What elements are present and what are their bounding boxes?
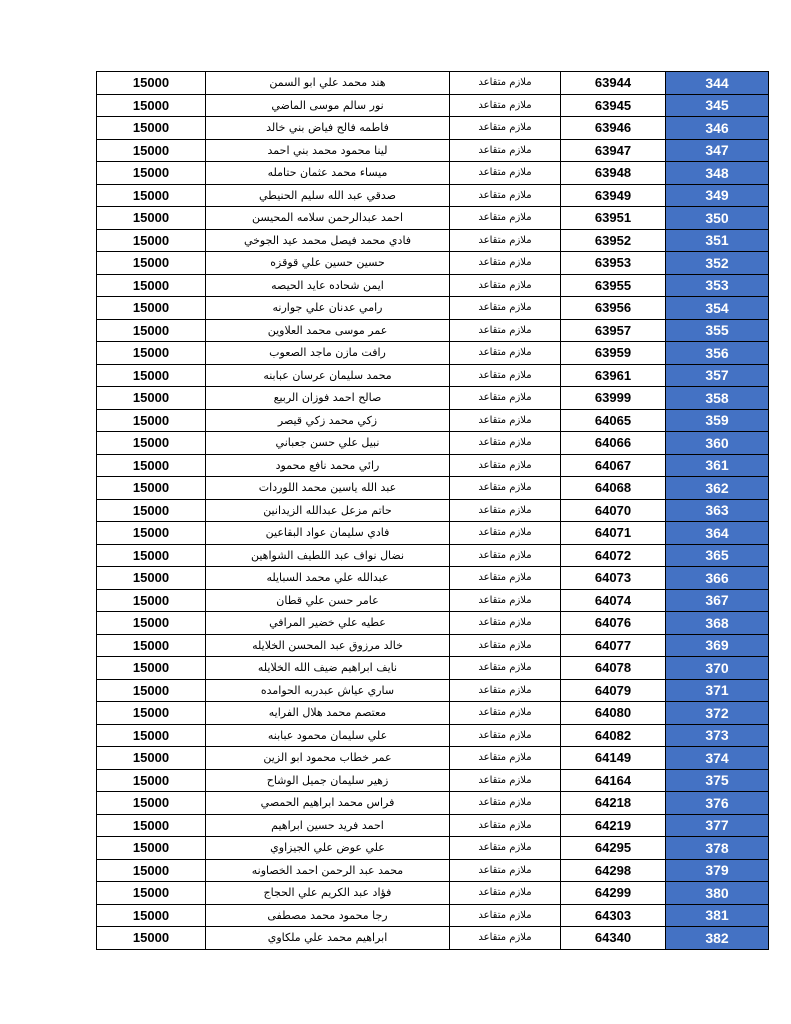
number-cell: 64149 xyxy=(561,747,666,770)
amount-cell: 15000 xyxy=(97,589,206,612)
number-cell: 63953 xyxy=(561,252,666,275)
amount-cell: 15000 xyxy=(97,702,206,725)
table-row xyxy=(97,432,769,455)
table-row xyxy=(97,814,769,837)
number-cell: 64298 xyxy=(561,859,666,882)
amount-cell: 15000 xyxy=(97,859,206,882)
number-cell: 63947 xyxy=(561,139,666,162)
number-cell: 63946 xyxy=(561,117,666,140)
amount-cell: 15000 xyxy=(97,567,206,590)
rank-cell: ملازم متقاعد xyxy=(450,679,561,702)
rank-cell: ملازم متقاعد xyxy=(450,454,561,477)
rank-cell: ملازم متقاعد xyxy=(450,319,561,342)
name-cell: صالح احمد فوزان الربيع xyxy=(206,387,450,410)
amount-cell: 15000 xyxy=(97,162,206,185)
table-row xyxy=(97,274,769,297)
sequence-cell: 368 xyxy=(666,612,769,635)
number-cell: 64065 xyxy=(561,409,666,432)
amount-cell: 15000 xyxy=(97,814,206,837)
rank-cell: ملازم متقاعد xyxy=(450,252,561,275)
number-cell: 64303 xyxy=(561,904,666,927)
name-cell: عبدالله علي محمد السبايله xyxy=(206,567,450,590)
table-row xyxy=(97,319,769,342)
sequence-cell: 358 xyxy=(666,387,769,410)
name-cell: فراس محمد ابراهيم الحمصي xyxy=(206,792,450,815)
table-row xyxy=(97,702,769,725)
amount-cell: 15000 xyxy=(97,184,206,207)
rank-cell: ملازم متقاعد xyxy=(450,904,561,927)
number-cell: 64299 xyxy=(561,882,666,905)
name-cell: رجا محمود محمد مصطفى xyxy=(206,904,450,927)
name-cell: زهير سليمان جميل الوشاح xyxy=(206,769,450,792)
sequence-cell: 363 xyxy=(666,499,769,522)
number-cell: 63955 xyxy=(561,274,666,297)
amount-cell: 15000 xyxy=(97,477,206,500)
sequence-cell: 361 xyxy=(666,454,769,477)
rank-cell: ملازم متقاعد xyxy=(450,94,561,117)
number-cell: 63951 xyxy=(561,207,666,230)
table-row xyxy=(97,634,769,657)
rank-cell: ملازم متقاعد xyxy=(450,499,561,522)
amount-cell: 15000 xyxy=(97,72,206,95)
table-row xyxy=(97,927,769,950)
rank-cell: ملازم متقاعد xyxy=(450,522,561,545)
rank-cell: ملازم متقاعد xyxy=(450,837,561,860)
rank-cell: ملازم متقاعد xyxy=(450,657,561,680)
table-row xyxy=(97,477,769,500)
sequence-cell: 344 xyxy=(666,72,769,95)
rank-cell: ملازم متقاعد xyxy=(450,229,561,252)
table-body xyxy=(97,72,769,950)
name-cell: زكي محمد زكي قيصر xyxy=(206,409,450,432)
rank-cell: ملازم متقاعد xyxy=(450,139,561,162)
name-cell: نضال نواف عبد اللطيف الشواهين xyxy=(206,544,450,567)
amount-cell: 15000 xyxy=(97,252,206,275)
amount-cell: 15000 xyxy=(97,904,206,927)
rank-cell: ملازم متقاعد xyxy=(450,769,561,792)
name-cell: علي عوض علي الجيزاوي xyxy=(206,837,450,860)
table-row xyxy=(97,387,769,410)
sequence-cell: 346 xyxy=(666,117,769,140)
amount-cell: 15000 xyxy=(97,432,206,455)
sequence-cell: 366 xyxy=(666,567,769,590)
sequence-cell: 347 xyxy=(666,139,769,162)
amount-cell: 15000 xyxy=(97,207,206,230)
amount-cell: 15000 xyxy=(97,837,206,860)
name-cell: نور سالم موسى الماضي xyxy=(206,94,450,117)
pension-table xyxy=(96,71,769,950)
sequence-cell: 382 xyxy=(666,927,769,950)
rank-cell: ملازم متقاعد xyxy=(450,274,561,297)
table-row xyxy=(97,837,769,860)
rank-cell: ملازم متقاعد xyxy=(450,477,561,500)
amount-cell: 15000 xyxy=(97,882,206,905)
rank-cell: ملازم متقاعد xyxy=(450,162,561,185)
amount-cell: 15000 xyxy=(97,229,206,252)
table-row xyxy=(97,679,769,702)
table-row xyxy=(97,454,769,477)
amount-cell: 15000 xyxy=(97,409,206,432)
table-row xyxy=(97,229,769,252)
table-row xyxy=(97,162,769,185)
amount-cell: 15000 xyxy=(97,319,206,342)
table-row xyxy=(97,792,769,815)
amount-cell: 15000 xyxy=(97,274,206,297)
sequence-cell: 355 xyxy=(666,319,769,342)
name-cell: احمد فريد حسين ابراهيم xyxy=(206,814,450,837)
number-cell: 64068 xyxy=(561,477,666,500)
amount-cell: 15000 xyxy=(97,522,206,545)
rank-cell: ملازم متقاعد xyxy=(450,72,561,95)
name-cell: عبد الله ياسين محمد اللوردات xyxy=(206,477,450,500)
number-cell: 64295 xyxy=(561,837,666,860)
sequence-cell: 354 xyxy=(666,297,769,320)
name-cell: حاتم مزعل عبدالله الزيدانين xyxy=(206,499,450,522)
rank-cell: ملازم متقاعد xyxy=(450,724,561,747)
rank-cell: ملازم متقاعد xyxy=(450,544,561,567)
name-cell: فؤاد عبد الكريم علي الحجاج xyxy=(206,882,450,905)
number-cell: 64080 xyxy=(561,702,666,725)
amount-cell: 15000 xyxy=(97,297,206,320)
number-cell: 64078 xyxy=(561,657,666,680)
number-cell: 63948 xyxy=(561,162,666,185)
number-cell: 64070 xyxy=(561,499,666,522)
name-cell: رافت مازن ماجد الصعوب xyxy=(206,342,450,365)
name-cell: عطيه علي خضير المرافي xyxy=(206,612,450,635)
number-cell: 64082 xyxy=(561,724,666,747)
table-row xyxy=(97,859,769,882)
name-cell: نايف ابراهيم ضيف الله الخلايله xyxy=(206,657,450,680)
rank-cell: ملازم متقاعد xyxy=(450,612,561,635)
number-cell: 63949 xyxy=(561,184,666,207)
table-row xyxy=(97,769,769,792)
name-cell: هند محمد علي ابو السمن xyxy=(206,72,450,95)
sequence-cell: 350 xyxy=(666,207,769,230)
table-row xyxy=(97,342,769,365)
number-cell: 64340 xyxy=(561,927,666,950)
number-cell: 64066 xyxy=(561,432,666,455)
amount-cell: 15000 xyxy=(97,94,206,117)
amount-cell: 15000 xyxy=(97,927,206,950)
sequence-cell: 378 xyxy=(666,837,769,860)
sequence-cell: 374 xyxy=(666,747,769,770)
table-row xyxy=(97,364,769,387)
name-cell: عمر خطاب محمود ابو الزين xyxy=(206,747,450,770)
sequence-cell: 357 xyxy=(666,364,769,387)
table-row xyxy=(97,117,769,140)
sequence-cell: 348 xyxy=(666,162,769,185)
table-row xyxy=(97,139,769,162)
name-cell: ايمن شحاده عايد الحيصه xyxy=(206,274,450,297)
amount-cell: 15000 xyxy=(97,679,206,702)
name-cell: ابراهيم محمد علي ملكاوي xyxy=(206,927,450,950)
name-cell: خالد مرزوق عبد المحسن الخلايله xyxy=(206,634,450,657)
sequence-cell: 345 xyxy=(666,94,769,117)
rank-cell: ملازم متقاعد xyxy=(450,184,561,207)
amount-cell: 15000 xyxy=(97,342,206,365)
rank-cell: ملازم متقاعد xyxy=(450,117,561,140)
amount-cell: 15000 xyxy=(97,139,206,162)
number-cell: 63945 xyxy=(561,94,666,117)
sequence-cell: 371 xyxy=(666,679,769,702)
amount-cell: 15000 xyxy=(97,117,206,140)
name-cell: فاطمه فالح فياض بني خالد xyxy=(206,117,450,140)
table-row xyxy=(97,882,769,905)
name-cell: رائي محمد نافع محمود xyxy=(206,454,450,477)
table-row xyxy=(97,409,769,432)
sequence-cell: 364 xyxy=(666,522,769,545)
table-row xyxy=(97,207,769,230)
rank-cell: ملازم متقاعد xyxy=(450,432,561,455)
table-row xyxy=(97,724,769,747)
name-cell: فادي محمد فيصل محمد عيد الجوخي xyxy=(206,229,450,252)
number-cell: 64079 xyxy=(561,679,666,702)
amount-cell: 15000 xyxy=(97,499,206,522)
table-row xyxy=(97,747,769,770)
rank-cell: ملازم متقاعد xyxy=(450,387,561,410)
name-cell: احمد عبدالرحمن سلامه المحيسن xyxy=(206,207,450,230)
name-cell: معتصم محمد هلال الفرايه xyxy=(206,702,450,725)
sequence-cell: 370 xyxy=(666,657,769,680)
sequence-cell: 373 xyxy=(666,724,769,747)
name-cell: نبيل علي حسن جعباني xyxy=(206,432,450,455)
rank-cell: ملازم متقاعد xyxy=(450,882,561,905)
rank-cell: ملازم متقاعد xyxy=(450,859,561,882)
table-row xyxy=(97,297,769,320)
name-cell: صدقي عبد الله سليم الحنيطي xyxy=(206,184,450,207)
table-row xyxy=(97,589,769,612)
amount-cell: 15000 xyxy=(97,454,206,477)
table-row xyxy=(97,904,769,927)
number-cell: 63961 xyxy=(561,364,666,387)
amount-cell: 15000 xyxy=(97,634,206,657)
amount-cell: 15000 xyxy=(97,657,206,680)
rank-cell: ملازم متقاعد xyxy=(450,567,561,590)
table-row xyxy=(97,657,769,680)
name-cell: رامي عدنان علي جوارنه xyxy=(206,297,450,320)
number-cell: 63952 xyxy=(561,229,666,252)
name-cell: عامر حسن علي قطان xyxy=(206,589,450,612)
amount-cell: 15000 xyxy=(97,612,206,635)
number-cell: 63959 xyxy=(561,342,666,365)
rank-cell: ملازم متقاعد xyxy=(450,409,561,432)
sequence-cell: 377 xyxy=(666,814,769,837)
name-cell: ساري عياش عبدربه الحوامده xyxy=(206,679,450,702)
rank-cell: ملازم متقاعد xyxy=(450,702,561,725)
rank-cell: ملازم متقاعد xyxy=(450,589,561,612)
amount-cell: 15000 xyxy=(97,724,206,747)
sequence-cell: 367 xyxy=(666,589,769,612)
sequence-cell: 375 xyxy=(666,769,769,792)
rank-cell: ملازم متقاعد xyxy=(450,792,561,815)
amount-cell: 15000 xyxy=(97,387,206,410)
number-cell: 63957 xyxy=(561,319,666,342)
number-cell: 64219 xyxy=(561,814,666,837)
sequence-cell: 356 xyxy=(666,342,769,365)
amount-cell: 15000 xyxy=(97,747,206,770)
number-cell: 64072 xyxy=(561,544,666,567)
sequence-cell: 379 xyxy=(666,859,769,882)
number-cell: 64074 xyxy=(561,589,666,612)
sequence-cell: 352 xyxy=(666,252,769,275)
rank-cell: ملازم متقاعد xyxy=(450,814,561,837)
number-cell: 63956 xyxy=(561,297,666,320)
number-cell: 64067 xyxy=(561,454,666,477)
name-cell: علي سليمان محمود عبابنه xyxy=(206,724,450,747)
sequence-cell: 380 xyxy=(666,882,769,905)
table-row xyxy=(97,252,769,275)
amount-cell: 15000 xyxy=(97,544,206,567)
name-cell: ميساء محمد عثمان حتامله xyxy=(206,162,450,185)
name-cell: محمد عبد الرحمن احمد الخصاونه xyxy=(206,859,450,882)
table-row xyxy=(97,612,769,635)
name-cell: محمد سليمان عرسان عبابنه xyxy=(206,364,450,387)
number-cell: 64164 xyxy=(561,769,666,792)
number-cell: 63999 xyxy=(561,387,666,410)
table-row xyxy=(97,522,769,545)
name-cell: لينا محمود محمد بني احمد xyxy=(206,139,450,162)
rank-cell: ملازم متقاعد xyxy=(450,747,561,770)
sequence-cell: 381 xyxy=(666,904,769,927)
sequence-cell: 360 xyxy=(666,432,769,455)
number-cell: 64071 xyxy=(561,522,666,545)
rank-cell: ملازم متقاعد xyxy=(450,634,561,657)
sequence-cell: 376 xyxy=(666,792,769,815)
amount-cell: 15000 xyxy=(97,769,206,792)
table-row xyxy=(97,499,769,522)
rank-cell: ملازم متقاعد xyxy=(450,364,561,387)
name-cell: فادي سليمان عواد البقاعين xyxy=(206,522,450,545)
table-row xyxy=(97,184,769,207)
number-cell: 64077 xyxy=(561,634,666,657)
name-cell: عمر موسى محمد العلاوين xyxy=(206,319,450,342)
table-row xyxy=(97,567,769,590)
number-cell: 64218 xyxy=(561,792,666,815)
amount-cell: 15000 xyxy=(97,364,206,387)
rank-cell: ملازم متقاعد xyxy=(450,927,561,950)
name-cell: حسين حسين علي قوقزه xyxy=(206,252,450,275)
sequence-cell: 372 xyxy=(666,702,769,725)
table-row xyxy=(97,72,769,95)
sequence-cell: 351 xyxy=(666,229,769,252)
rank-cell: ملازم متقاعد xyxy=(450,207,561,230)
rank-cell: ملازم متقاعد xyxy=(450,297,561,320)
sequence-cell: 362 xyxy=(666,477,769,500)
number-cell: 64073 xyxy=(561,567,666,590)
number-cell: 63944 xyxy=(561,72,666,95)
table-row xyxy=(97,544,769,567)
rank-cell: ملازم متقاعد xyxy=(450,342,561,365)
sequence-cell: 365 xyxy=(666,544,769,567)
number-cell: 64076 xyxy=(561,612,666,635)
sequence-cell: 353 xyxy=(666,274,769,297)
table-row xyxy=(97,94,769,117)
sequence-cell: 369 xyxy=(666,634,769,657)
sequence-cell: 349 xyxy=(666,184,769,207)
sequence-cell: 359 xyxy=(666,409,769,432)
amount-cell: 15000 xyxy=(97,792,206,815)
